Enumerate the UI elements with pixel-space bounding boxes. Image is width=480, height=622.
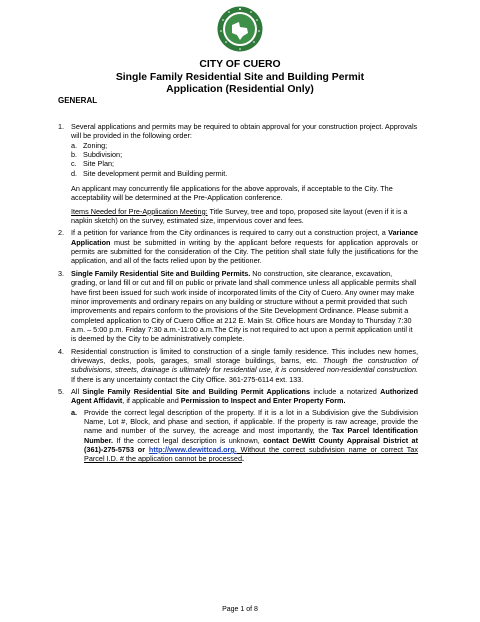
document-title-city: CITY OF CUERO <box>199 59 281 70</box>
sub-text: Zoning; <box>83 140 108 150</box>
pre-application-items-text: Items Needed for Pre-Application Meeting: Title Survey, tree and topo, proposed site layout (even if it is a napkin sketch) on the survey, estimated size, impervious cover and fees. <box>71 206 408 226</box>
dewittcad-link[interactable]: http://www.dewittcad.org. <box>148 445 237 454</box>
document-title-application: Application (Residential Only) <box>166 84 314 95</box>
sub-letter: a. <box>71 407 78 417</box>
item-5-text: All Single Family Residential Site and Building Permit Applications include a notarized Authorized Agent Affidavit, if applicable and Permission to Inspect and Enter Property Form. <box>71 386 419 406</box>
list-number: 1. <box>58 122 65 131</box>
list-number: 3. <box>58 268 65 278</box>
city-seal-icon <box>217 6 263 52</box>
concurrent-applications-text: An applicant may concurrently file applications for the above approvals, if acceptable to the City. The acceptability will be determined at the Pre-Application conference. <box>71 184 393 203</box>
list-item-4 <box>58 347 418 384</box>
list-item-3 <box>58 269 418 344</box>
sub-text: Site development permit and Building permit. <box>83 168 228 178</box>
sub-letter: c. <box>71 159 77 169</box>
section-heading-general: GENERAL <box>58 96 98 105</box>
item-2-text: If a petition for variance from the City ordinances is required to carry out a construction project, a Variance Application must be submitted in writing by the applicant before requests for application approvals or permits are submitted for the consideration of the City. The petition shall state fully the justifications for the application, and all of the facts relied upon by the petitioner. <box>71 228 418 266</box>
pre-application-heading: Items Needed for Pre-Application Meeting: <box>71 206 208 216</box>
sub-text: Site Plan; <box>83 159 115 169</box>
sub-item-legal-description <box>71 408 418 464</box>
sub-item-a <box>71 141 418 150</box>
list-number: 2. <box>58 228 65 238</box>
list-item-1 <box>58 122 418 225</box>
sub-text: Subdivision; <box>83 150 123 160</box>
sub-item-d <box>71 169 418 178</box>
item-4-text: Residential construction is limited to construction of a single family residence. This includes new homes, driveways, decks, pools, garages, small storage buildings, barns, etc. Though the construction of subdivisions, streets, drainage is ultimately for residential use, it is considered non-residential construction. If there is any uncertainty contact the City Office. 361-275-6114 ext. 133. <box>71 346 418 384</box>
legal-description-text: Provide the correct legal description of the property. If it is a lot in a Subdivision give the Subdivision Name, Lot #, Block, and phase and section, if applicable. If the property is raw acreage, provide the name and number of the survey, the acreage and most importantly, the Tax Parcel Identification Number. If the correct legal description is unknown, contact DeWitt County Appraisal District at (361)-275-5753 or http://www.dewittcad.org. Without the correct subdivision name or correct Tax Parcel I.D. # the application cannot be processed. <box>84 407 419 464</box>
numbered-list <box>58 122 418 464</box>
sub-letter: b. <box>71 150 78 160</box>
document-body <box>58 122 418 467</box>
sub-letter: a. <box>71 140 78 150</box>
sub-item-c <box>71 159 418 168</box>
item-3-text: Single Family Residential Site and Building Permits. No construction, site clearance, excavation, grading, or land fill or cut and fill on public or private land shall commence unless all applicable permits shall have first been issued for such work inside of incorporated limits of the City of Cuero. Any owner may make minor improvements and ordinary repairs on any building or structure without a permit provided that such improvements and repairs conform to the provisions of the Site Development Ordinance. Please submit a completed application to City of Cuero Office at 212 E. Main St. Office hours are Monday to Thursday 7:30 a.m. – 5:00 p.m. Friday 7:30 a.m.-11:00 a.m.The City is not required to act upon a permit application until it is deemed by the City to be administratively complete. <box>71 268 417 344</box>
item-1-text: Several applications and permits may be required to obtain approval for your construction project. Approvals will be provided in the following order: <box>71 122 418 141</box>
approval-order-list <box>71 141 418 178</box>
sub-item-b <box>71 150 418 159</box>
page-number: Page 1 of 8 <box>222 606 258 613</box>
list-number: 4. <box>58 346 65 356</box>
list-item-2 <box>58 228 418 265</box>
sub-letter: d. <box>71 168 78 178</box>
list-number: 5. <box>58 386 65 396</box>
document-title-permit: Single Family Residential Site and Building Permit <box>115 71 365 83</box>
list-item-5 <box>58 387 418 464</box>
